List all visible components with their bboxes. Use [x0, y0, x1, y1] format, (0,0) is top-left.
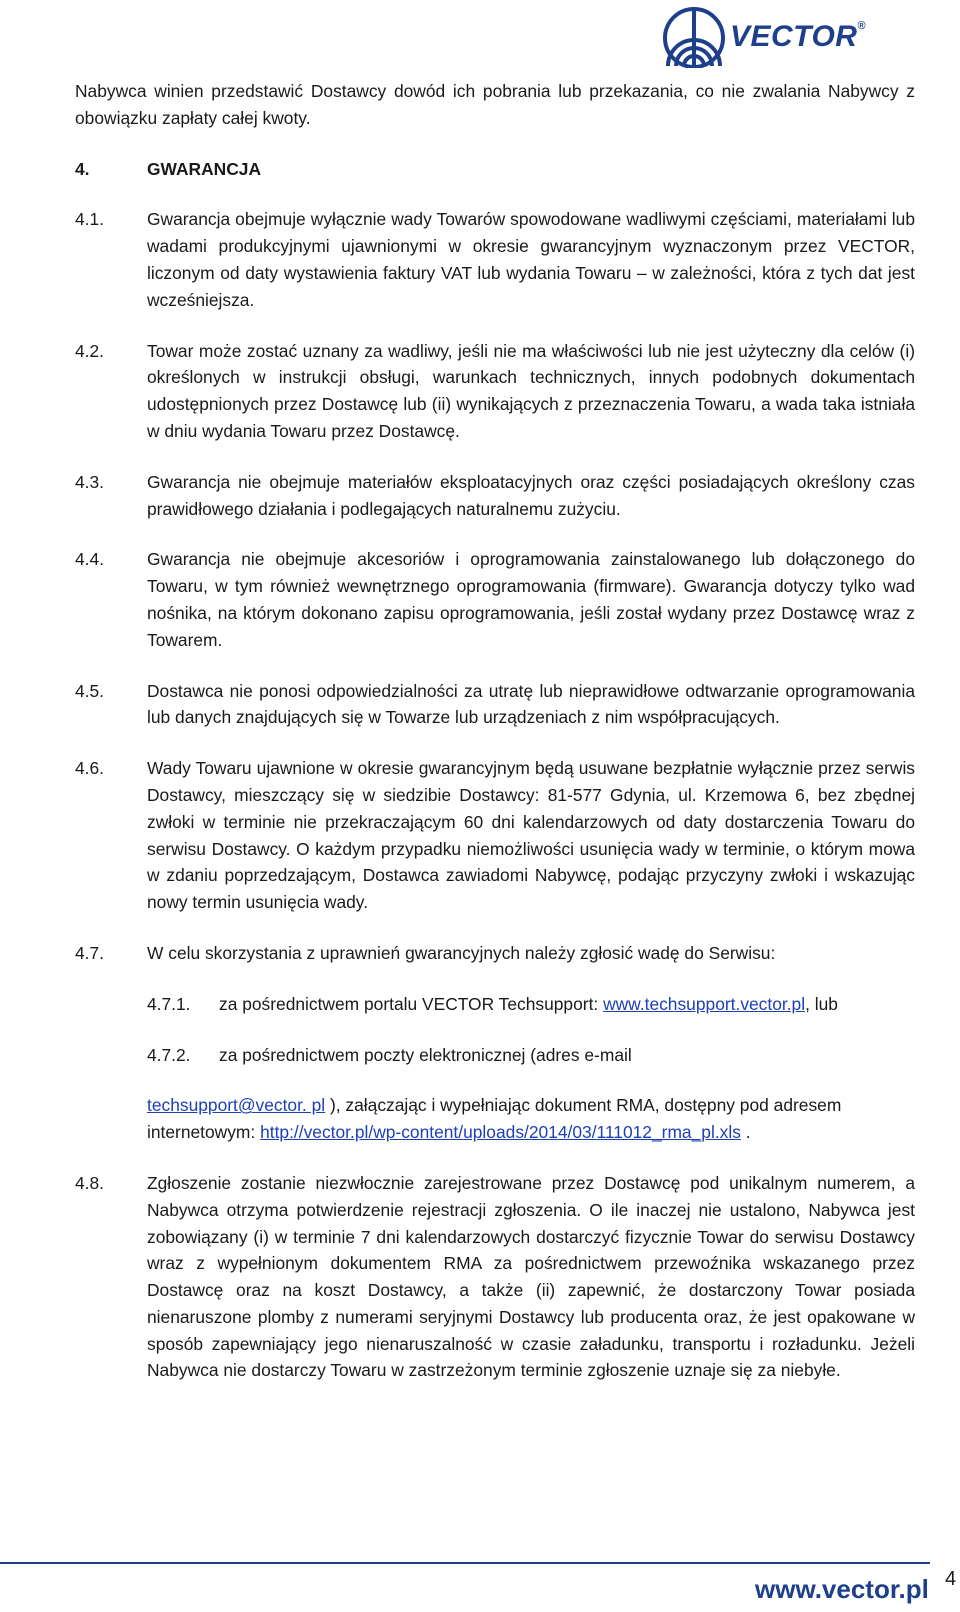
- clause-text: Gwarancja nie obejmuje materiałów eksploatacyjnych oraz części posiadających określony czas prawidłowego działania i podlegających naturalnemu zużyciu.: [147, 471, 915, 519]
- section-number: 4.: [75, 158, 90, 179]
- clause-4-7: [75, 940, 915, 967]
- clause-text: Towar może zostać uznany za wadliwy, jeśli nie ma właściwości lub nie jest użyteczny dla celów (i) określonych w instrukcji obsługi, warunkach technicznych, innych podobnych dokumentach udostępnionych przez Dostawcę lub (ii) wynikających z przeznaczenia Towaru, a wada taka istniała w dniu wydania Towaru przez Dostawcę.: [147, 340, 915, 441]
- clause-text: Zgłoszenie zostanie niezwłocznie zarejestrowane przez Dostawcę pod unikalnym numerem, a Nabywca otrzyma potwierdzenie rejestracji zgłoszenia. O ile inaczej nie ustalono, Nabywca jest zobowiązany (i) w terminie 7 dni kalendarzowych dostarczyć fizycznie Towar do serwisu Dostawcy wraz z wypełnionym dokumentem RMA za pośrednictwem przewoźnika wskazanego przez Dostawcę oraz na koszt Dostawcy, a także (ii) zapewnić, że dostarczony Towar posiada nienaruszone plomby z numerami seryjnymi Dostawcy lub producenta oraz, że jest opakowane w sposób zapewniający jego nienaruszalność w czasie załadunku, transportu i rozładunku. Jeżeli Nabywca nie dostarczy Towaru w zastrzeżonym terminie zgłoszenie uznaje się za niebyłe.: [147, 1172, 915, 1381]
- clause-text-after: , lub: [805, 993, 838, 1014]
- clause-text: Gwarancja obejmuje wyłącznie wady Towarów spowodowane wadliwymi częściami, materiałami lub wadami produkcyjnymi ujawnionymi w okresie gwarancyjnym wyznaczonym przez VECTOR, liczonym od daty wystawienia faktury VAT lub wydania Towaru – w zależności, która z tych dat jest wcześniejsza.: [147, 209, 915, 310]
- clause-4-7-2: [147, 1042, 915, 1069]
- clause-number: 4.1.: [75, 209, 105, 230]
- clause-4-4: [75, 546, 915, 653]
- clause-number: 4.5.: [75, 680, 105, 701]
- clause-number: 4.2.: [75, 340, 105, 361]
- clause-text-end: .: [740, 1122, 751, 1143]
- clause-text-mid: ), załączając i wypełniając dokument RMA, dostępny pod adresem internetowym:: [147, 1095, 842, 1143]
- clause-text-before: za pośrednictwem portalu VECTOR Techsupport:: [219, 993, 604, 1014]
- clause-4-1: [75, 206, 915, 313]
- clause-text: [219, 991, 915, 1018]
- footer-website: www.vector.pl: [755, 1574, 929, 1604]
- clause-number: 4.7.2.: [147, 1044, 191, 1065]
- clause-text: za pośrednictwem poczty elektronicznej (adres e-mail: [219, 1044, 632, 1065]
- clause-text: Gwarancja nie obejmuje akcesoriów i oprogramowania zainstalowanego lub dołączonego do Towaru, w tym również wewnętrznego oprogramowania (firmware). Gwarancja dotyczy tylko wad nośnika, na którym dokonano zapisu oprogramowania, jeśli został wydany przez Dostawcę wraz z Towarem.: [147, 549, 915, 650]
- clause-4-6: [75, 755, 915, 916]
- logo-wordmark: VECTOR®: [730, 20, 867, 53]
- vector-logo: [662, 6, 922, 68]
- clause-number: 4.7.: [75, 942, 105, 963]
- page-number: 4: [945, 1568, 957, 1590]
- clause-4-7-2-continuation: [147, 1092, 915, 1146]
- footer-divider: [0, 1562, 930, 1564]
- clause-number: 4.8.: [75, 1172, 105, 1193]
- clause-text: Dostawca nie ponosi odpowiedzialności za utratę lub nieprawidłowe odtwarzanie oprogramowania lub danych znajdujących się w Towarze lub urządzeniach z nim współpracujących.: [147, 680, 915, 728]
- intro-paragraph: Nabywca winien przedstawić Dostawcy dowód ich pobrania lub przekazania, co nie zwalania Nabywcy z obowiązku zapłaty całej kwoty.: [75, 81, 915, 128]
- rma-document-link[interactable]: http://vector.pl/wp-content/uploads/2014/03/111012_rma_pl.xls: [260, 1122, 741, 1143]
- clause-4-7-1: [147, 991, 915, 1018]
- clause-text: W celu skorzystania z uprawnień gwarancyjnych należy zgłosić wadę do Serwisu:: [147, 942, 776, 963]
- clause-number: 4.3.: [75, 471, 105, 492]
- techsupport-email-link[interactable]: techsupport@vector. pl: [147, 1095, 326, 1116]
- clause-number: 4.7.1.: [147, 993, 191, 1014]
- clause-4-2: [75, 338, 915, 445]
- clause-text: Wady Towaru ujawnione w okresie gwarancyjnym będą usuwane bezpłatnie wyłącznie przez serwis Dostawcy, mieszczący się w siedzibie Dostawcy: 81-577 Gdynia, ul. Krzemowa 6, bez zbędnej zwłoki w terminie nie przekraczającym 60 dni kalendarzowych od daty dostarczenia Towaru do serwisu Dostawcy. O każdym przypadku niemożliwości usunięcia wady w terminie, o którym mowa w zdaniu poprzedzającym, Dostawca zawiadomi Nabywcę, podając przyczyny zwłoki i wskazując nowy termin usunięcia wady.: [147, 758, 915, 913]
- clause-number: 4.6.: [75, 758, 105, 779]
- clause-4-8: [75, 1170, 915, 1384]
- techsupport-link[interactable]: www.techsupport.vector.pl: [603, 993, 806, 1014]
- clause-number: 4.4.: [75, 549, 105, 570]
- section-title: GWARANCJA: [147, 158, 262, 179]
- clause-4-5: [75, 678, 915, 732]
- vector-logo-icon: [662, 6, 726, 68]
- section-heading: [75, 156, 915, 183]
- document-body: [75, 78, 915, 1408]
- clause-4-3: [75, 469, 915, 523]
